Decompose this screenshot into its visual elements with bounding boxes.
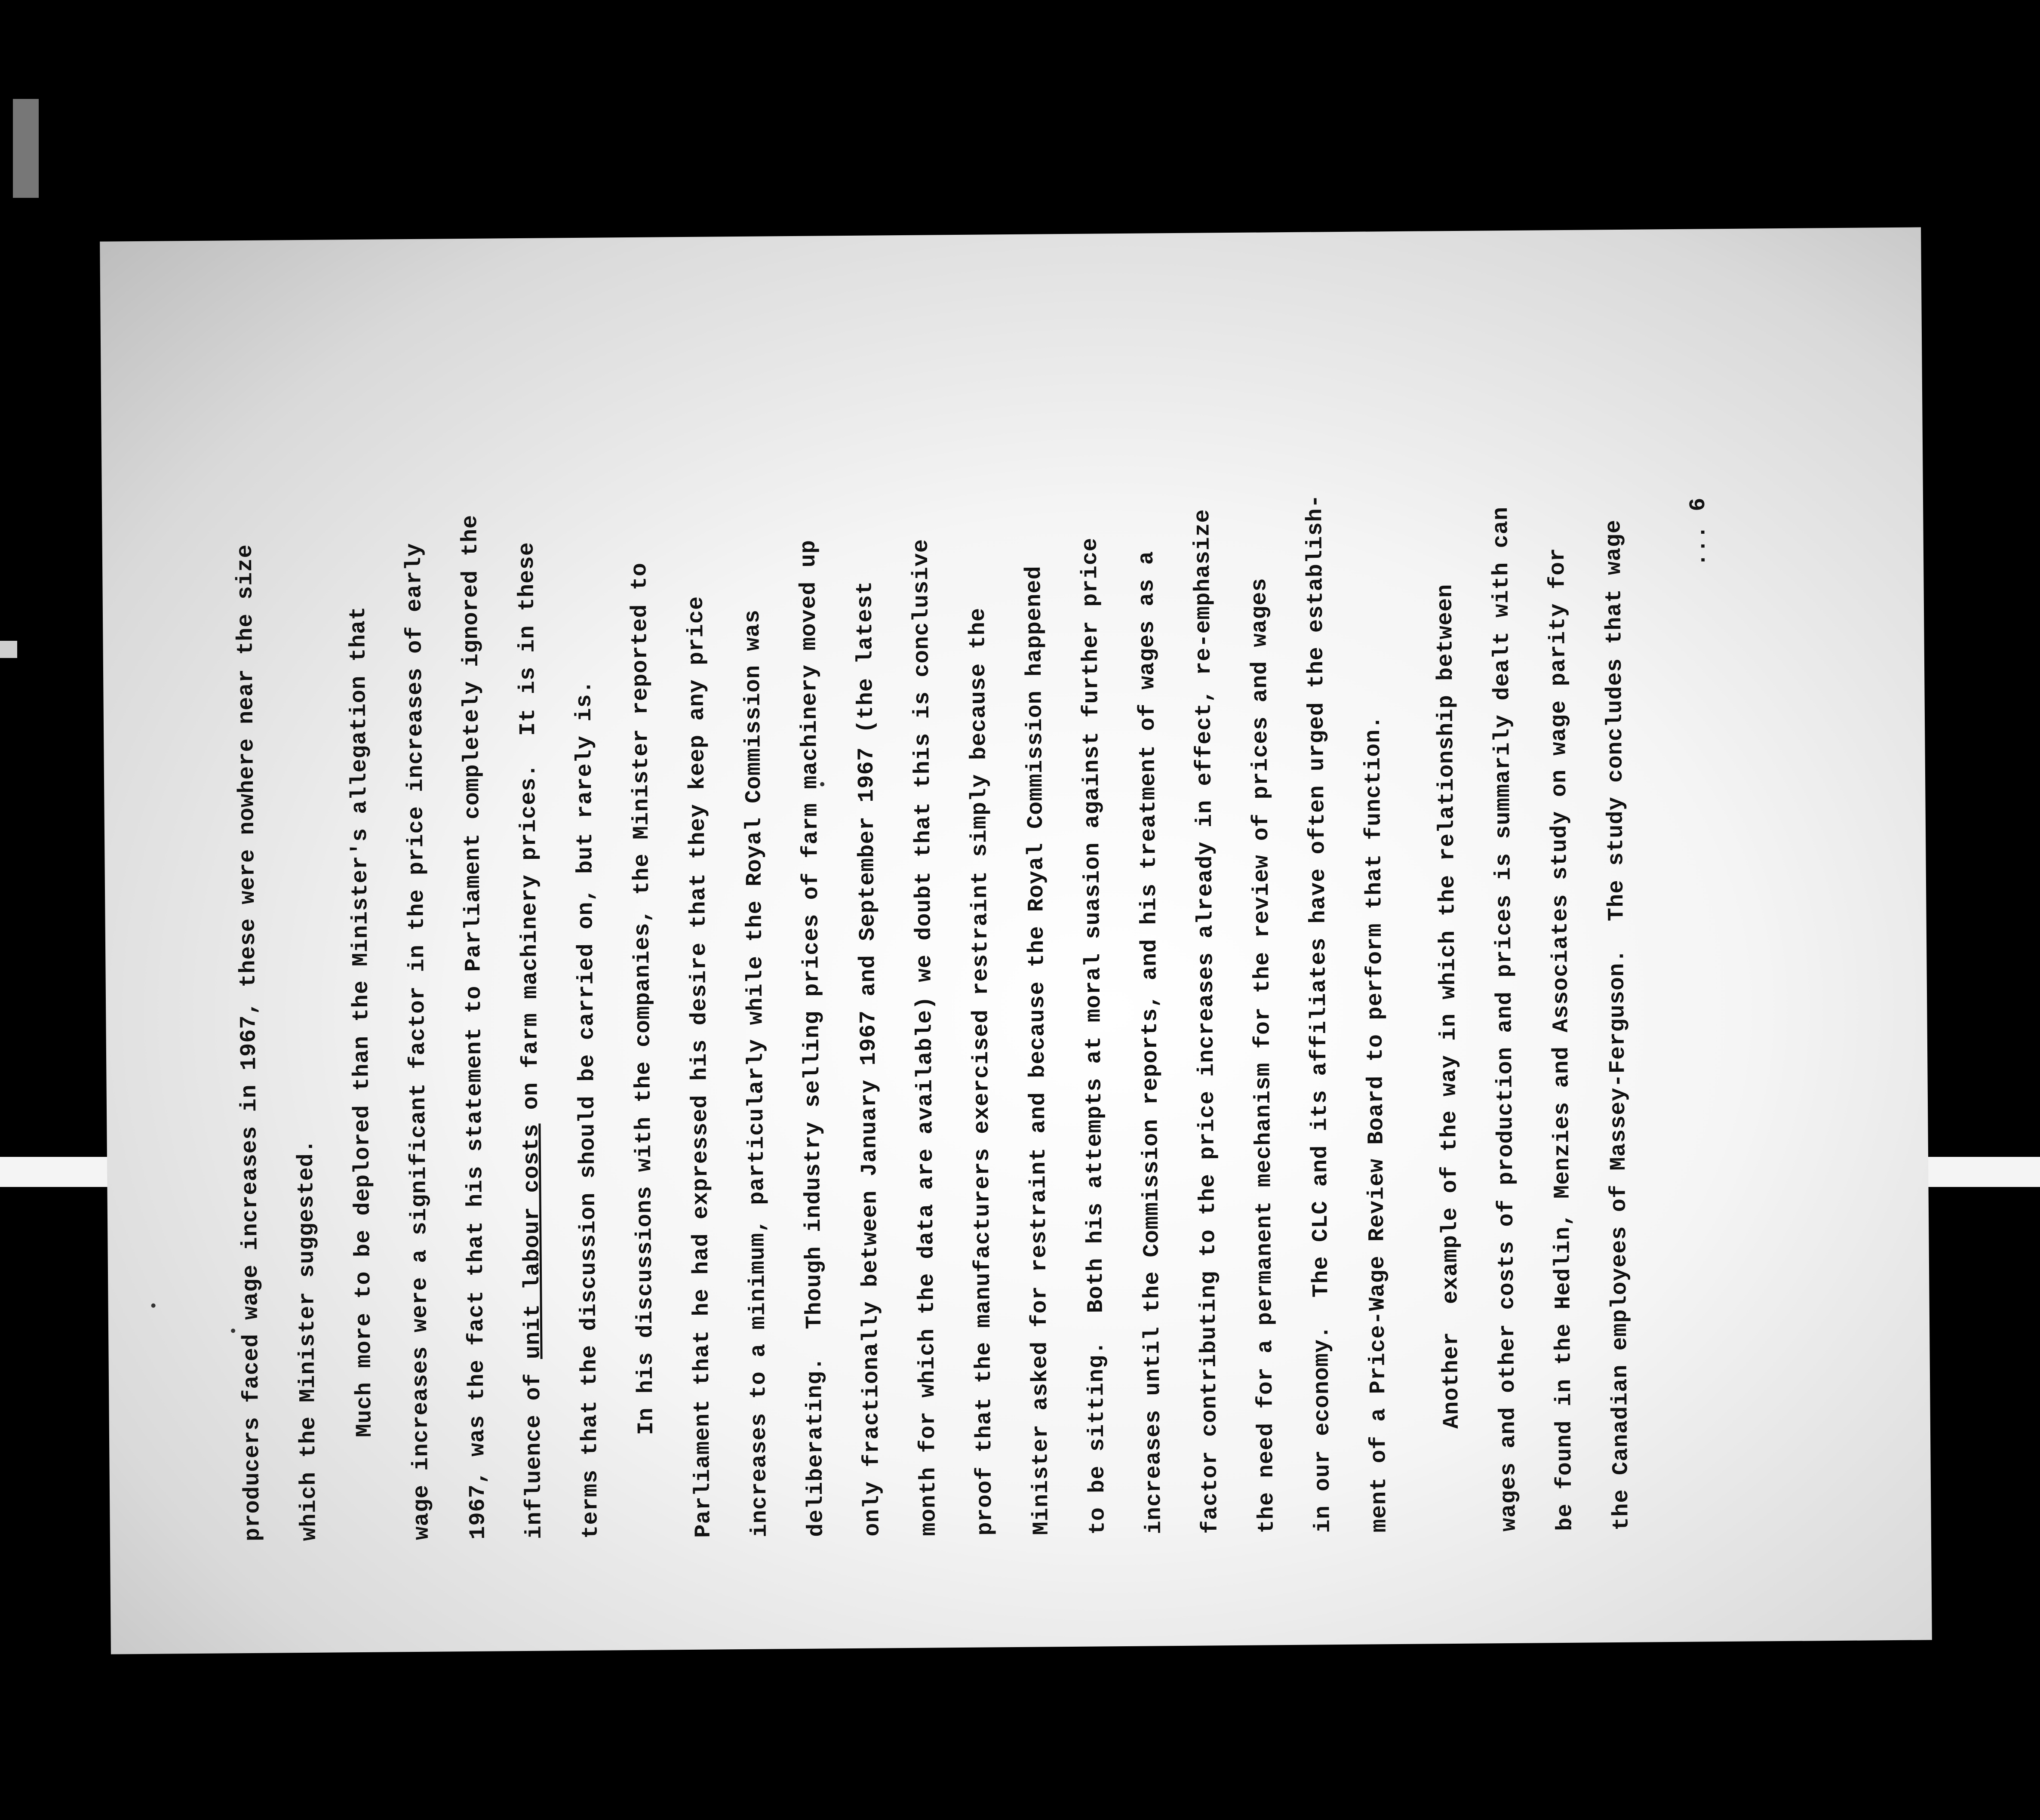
text-line: terms that the discussion should be carried on, but rarely is. bbox=[571, 679, 604, 1539]
continuation-marker: ... 6 bbox=[1685, 497, 1712, 567]
text-line: In his discussions with the companies, the Minister reported to bbox=[627, 562, 659, 1436]
film-edge-right bbox=[1924, 1157, 2040, 1187]
text-line: increases to a minimum, particularly while the Royal Commission was bbox=[740, 609, 773, 1537]
text-line: increases until the Commission reports, and his treatment of wages as a bbox=[1134, 550, 1167, 1534]
text-line: be found in the Hedlin, Menzies and Associates study on wage parity for bbox=[1545, 547, 1578, 1531]
text-line: only fractionally between January 1967 and September 1967 (the latest bbox=[852, 581, 885, 1537]
text-line: in our economy. The CLC and its affiliates have often urged the establish- bbox=[1302, 494, 1336, 1533]
text-line: proof that the manufacturers exercised restraint simply because the bbox=[965, 607, 998, 1536]
text-line: Much more to be deplored than the Minister's allegation that bbox=[345, 606, 378, 1438]
document-page bbox=[100, 227, 1932, 1654]
text-line: 1967, was the fact that his statement to Parliament completely ignored the bbox=[458, 514, 491, 1540]
text-span: influence of bbox=[520, 1359, 547, 1540]
underlined-phrase: unit labour costs bbox=[519, 1123, 546, 1359]
text-line: ment of a Price-Wage Review Board to perform that function. bbox=[1360, 715, 1392, 1533]
text-line: which the Minister suggested. bbox=[293, 1139, 322, 1541]
dust-speck bbox=[151, 1304, 156, 1308]
text-line: the need for a permanent mechanism for the review of prices and wages bbox=[1247, 578, 1280, 1534]
text-line: producers faced wage increases in 1967, these were nowhere near the size bbox=[232, 544, 266, 1542]
text-line: to be sitting. Both his attempts at moral suasion against further price bbox=[1077, 537, 1111, 1535]
text-line: month for which the data are available) we doubt that this is conclusive bbox=[908, 538, 942, 1536]
text-line: the Canadian employees of Massey-Ferguson. The study concludes that wage bbox=[1601, 519, 1634, 1531]
text-line: wage increases were a significant factor in the price increases of early bbox=[401, 542, 435, 1540]
text-line: deliberating. Though industry selling prices of farm machinery moved up bbox=[796, 539, 829, 1537]
film-edge-left bbox=[0, 1157, 108, 1187]
text-span: on farm machinery prices. It is in these bbox=[514, 541, 544, 1124]
text-line: wages and other costs of production and prices is summarily dealt with can bbox=[1488, 506, 1522, 1532]
text-line: Parliament that he had expressed his desire that they keep any price bbox=[683, 596, 716, 1538]
text-line: Another example of the way in which the relationship between bbox=[1432, 584, 1465, 1429]
film-edge-mark bbox=[13, 99, 39, 198]
typed-text-block bbox=[215, 347, 1816, 1542]
text-line bbox=[499, 542, 563, 1540]
text-line: factor contributing to the price increases already in effect, re-emphasize bbox=[1190, 509, 1223, 1534]
film-edge-mark bbox=[0, 641, 17, 658]
text-line: Minister asked for restraint and because the Royal Commission happened bbox=[1021, 566, 1054, 1535]
